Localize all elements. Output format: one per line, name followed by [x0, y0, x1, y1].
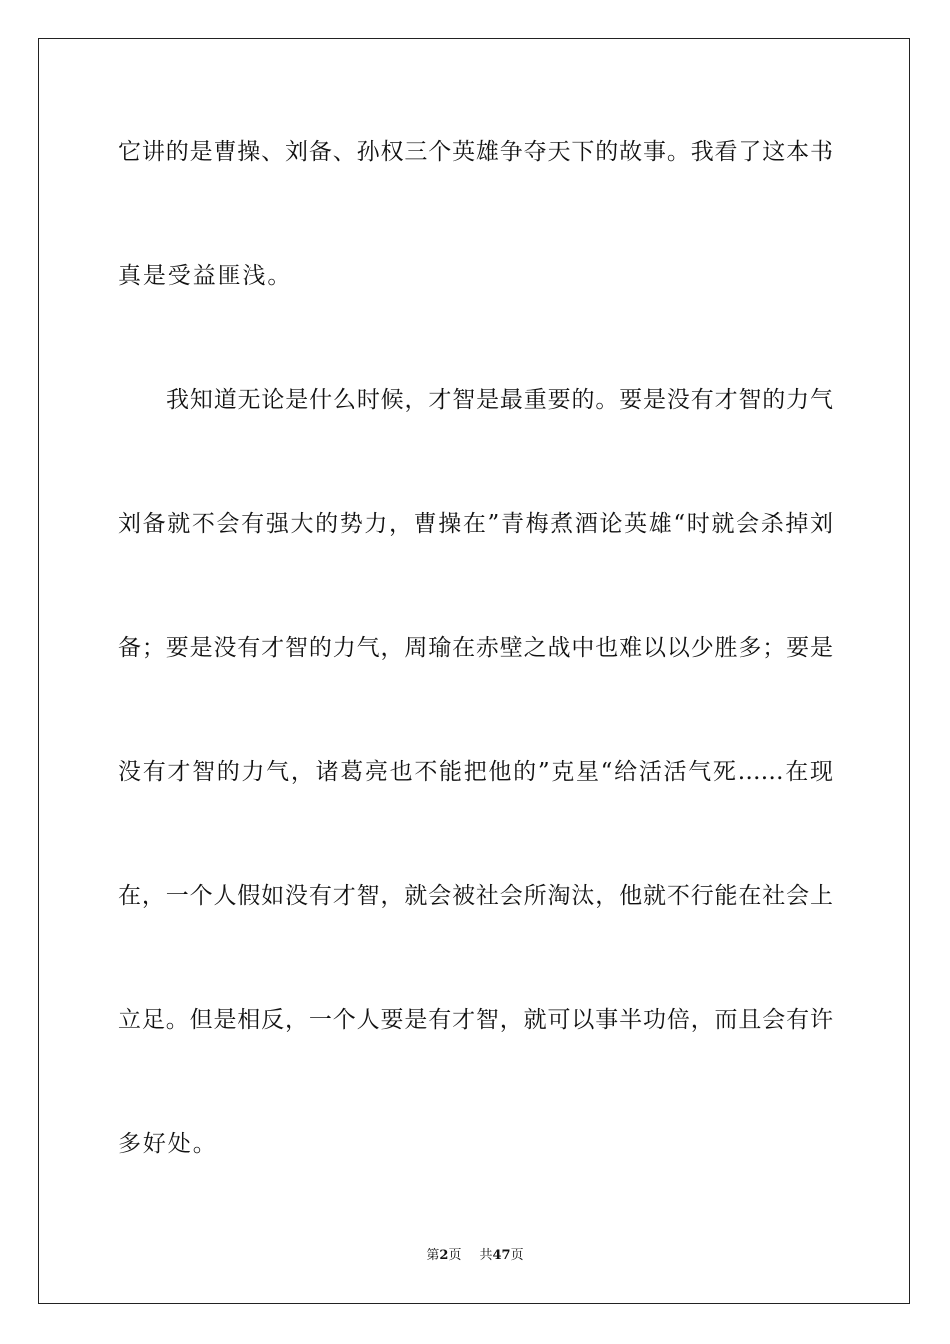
page-border [38, 38, 910, 1304]
paragraph-line: 刘备就不会有强大的势力，曹操在”青梅煮酒论英雄“时就会杀掉刘 [118, 511, 833, 537]
paragraph-line: 备；要是没有才智的力气，周瑜在赤壁之战中也难以以少胜多；要是 [118, 635, 833, 661]
page-prefix: 第 [426, 1248, 440, 1263]
paragraph-line: 没有才智的力气，诸葛亮也不能把他的”克星“给活活气死……在现 [118, 759, 833, 785]
page-footer [0, 1248, 950, 1264]
total-suffix: 页 [510, 1248, 524, 1263]
paragraph-line: 多好处。 [118, 1131, 218, 1157]
page-suffix: 页 [448, 1248, 462, 1263]
paragraph-line: 在，一个人假如没有才智，就会被社会所淘汰，他就不行能在社会上 [118, 883, 833, 909]
paragraph-line: 我知道无论是什么时候，才智是最重要的。要是没有才智的力气 [166, 387, 833, 413]
paragraph-line: 立足。但是相反，一个人要是有才智，就可以事半功倍，而且会有许 [118, 1007, 833, 1033]
paragraph-line: 它讲的是曹操、刘备、孙权三个英雄争夺天下的故事。我看了这本书 [118, 139, 833, 165]
total-pages: 47 [492, 1248, 511, 1263]
paragraph-line: 真是受益匪浅。 [118, 263, 293, 289]
page-number: 2 [439, 1248, 449, 1263]
total-prefix: 共 [479, 1248, 493, 1263]
